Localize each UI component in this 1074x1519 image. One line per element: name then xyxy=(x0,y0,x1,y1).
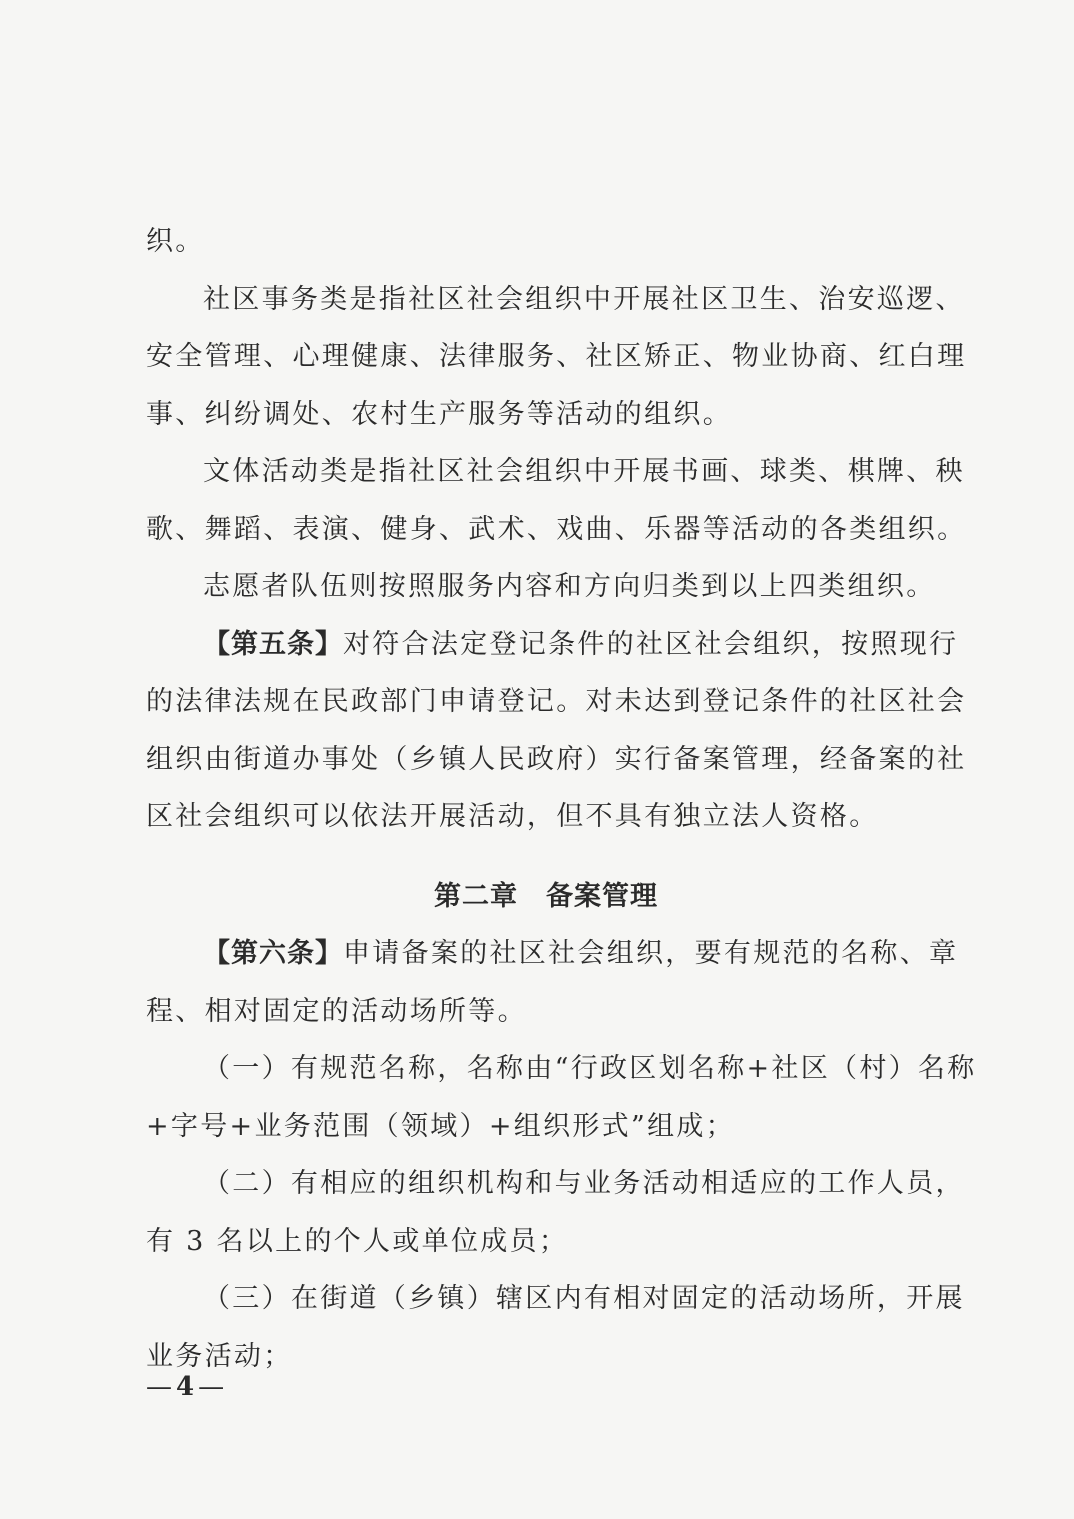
article-6-line-2: 程、相对固定的活动场所等。 xyxy=(146,995,527,1027)
article-5-line-4: 区社会组织可以依法开展活动，但不具有独立法人资格。 xyxy=(146,801,879,832)
article-6-item-2: （二）有相应的组织机构和与业务活动相适应的工作人员， xyxy=(203,1168,965,1199)
paragraph-volunteers: 志愿者队伍则按照服务内容和方向归类到以上四类组织。 xyxy=(203,571,936,602)
article-6-item-2-cont: 有 3 名以上的个人或单位成员； xyxy=(146,1225,569,1257)
text-line-1: 织。 xyxy=(146,226,205,257)
article-5-tag: 【第五条】 xyxy=(203,628,343,660)
paragraph-culture-sports: 文体活动类是指社区社会组织中开展书画、球类、棋牌、秧 xyxy=(203,456,965,487)
article-5-first-line xyxy=(146,616,959,674)
page-number-value: 4 xyxy=(176,1372,195,1402)
paragraph-community-affairs: 社区事务类是指社区社会组织中开展社区卫生、治安巡逻、 xyxy=(203,283,965,315)
article-5-line-2: 的法律法规在民政部门申请登记。对未达到登记条件的社区社会 xyxy=(146,686,967,717)
article-6-item-3: （三）在街道（乡镇）辖区内有相对固定的活动场所，开展 xyxy=(203,1283,965,1314)
article-6-first-line xyxy=(146,925,959,983)
text-line-3: 安全管理、心理健康、法律服务、社区矫正、物业协商、红白理 xyxy=(146,341,967,372)
article-5-line-3: 组织由街道办事处（乡镇人民政府）实行备案管理，经备案的社 xyxy=(146,743,967,775)
chapter-title: 第二章 备案管理 xyxy=(434,880,658,912)
page-body xyxy=(146,213,977,1385)
article-6-tag: 【第六条】 xyxy=(203,938,343,969)
page-number: — 4 — xyxy=(146,1372,225,1402)
article-6-item-3-cont: 业务活动； xyxy=(146,1340,293,1372)
article-6-item-1-cont: +字号+业务范围（领域）+组织形式”组成； xyxy=(146,1110,735,1142)
text-line-6: 歌、舞蹈、表演、健身、武术、戏曲、乐器等活动的各类组织。 xyxy=(146,513,967,545)
article-5-text: 对符合法定登记条件的社区社会组织，按照现行 xyxy=(343,628,959,660)
article-6-item-1: （一）有规范名称，名称由“行政区划名称+社区（村）名称 xyxy=(203,1053,977,1084)
article-6-text: 申请备案的社区社会组织，要有规范的名称、章 xyxy=(343,938,959,969)
text-line-4: 事、纠纷调处、农村生产服务等活动的组织。 xyxy=(146,398,732,430)
